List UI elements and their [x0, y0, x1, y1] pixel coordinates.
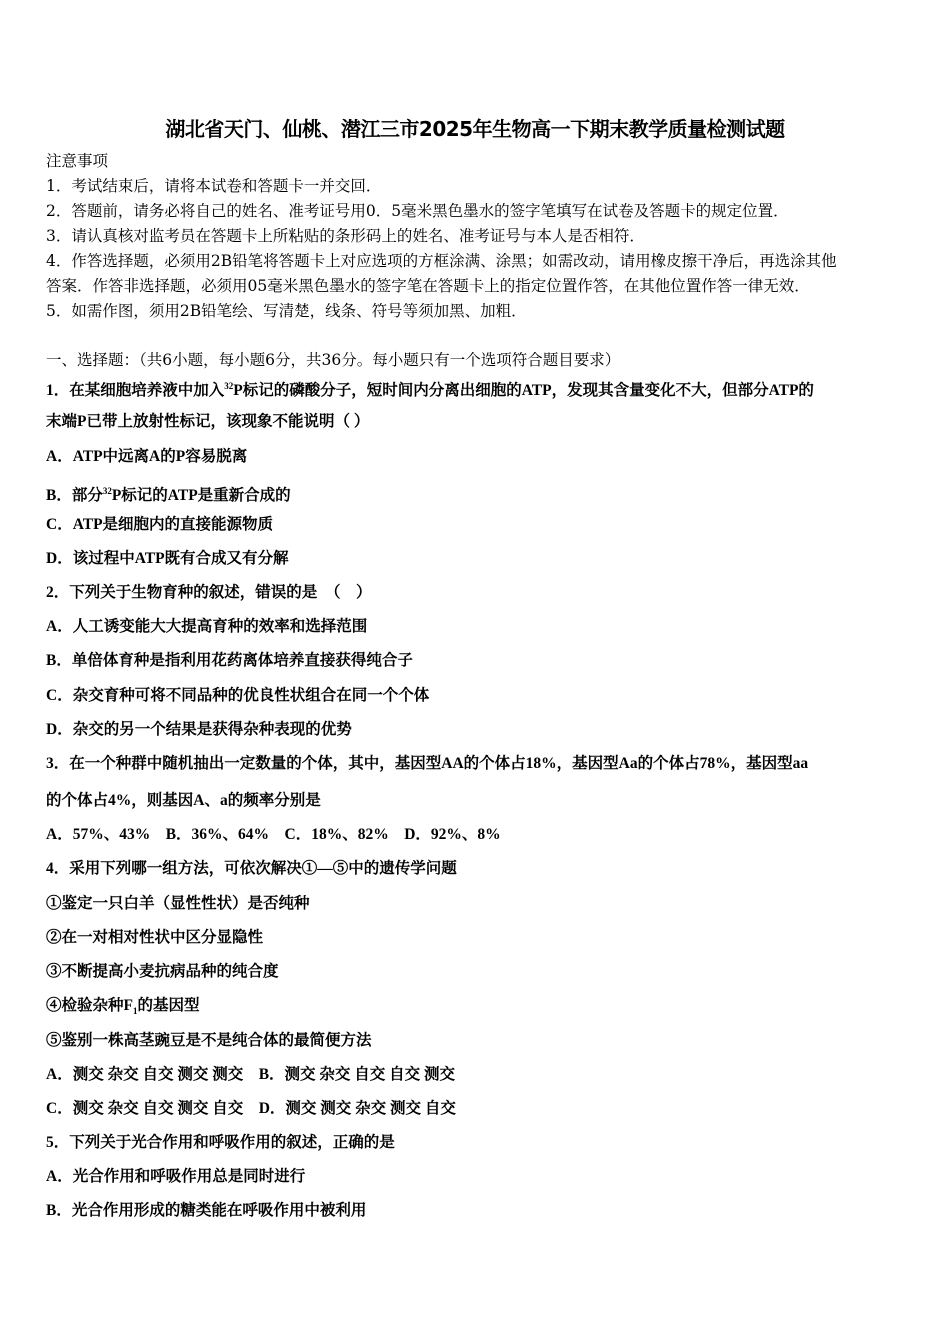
notice-item: 答案．作答非选择题，必须用05毫米黑色墨水的签字笔在答题卡上的指定位置作答，在其他位置作答一律无效．	[46, 277, 810, 295]
notice-item: 3．请认真核对监考员在答题卡上所粘贴的条形码上的姓名、准考证号与本人是否相符．	[46, 227, 645, 245]
notice-item: 5．如需作图，须用2B铅笔绘、写清楚，线条、符号等须加黑、加粗．	[46, 302, 527, 320]
section-heading: 一、选择题：（共6小题，每小题6分，共36分。每小题只有一个选项符合题目要求）	[46, 351, 621, 369]
question-4-item: ④检验杂种$F_1$的基因型	[46, 997, 200, 1017]
option-a: A．ATP中远离A的P容易脱离	[46, 448, 248, 465]
option-a: A．人工诱变能大大提高育种的效率和选择范围	[46, 618, 368, 635]
question-1-stem-cont: 末端P已带上放射性标记，该现象不能说明（ ）	[46, 413, 370, 430]
question-1-stem: 1．在某细胞培养液中加入$^{32}$P标记的磷酸分子，短时间内分离出细胞的ATP，发现其含量变化不大，但部分ATP的	[46, 381, 814, 399]
question-4-options-cd: C．测交 杂交 自交 测交 自交 D．测交 测交 杂交 测交 自交	[46, 1100, 456, 1117]
question-3-options: A．57%、43% B．36%、64% C．18%、82% D．92%、8%	[46, 826, 501, 843]
question-3-stem-cont: 的个体占4%，则基因A、a的频率分别是	[46, 792, 321, 809]
option-c: C．ATP是细胞内的直接能源物质	[46, 516, 274, 533]
question-3-stem: 3．在一个种群中随机抽出一定数量的个体，其中，基因型AA的个体占18%，基因型Aa的个体占78%，基因型aa	[46, 755, 809, 772]
question-4-item: ①鉴定一只白羊（显性性状）是否纯种	[46, 895, 310, 912]
question-4-options-ab: A．测交 杂交 自交 测交 测交 B．测交 杂交 自交 自交 测交	[46, 1066, 456, 1083]
option-b: B．光合作用形成的糖类能在呼吸作用中被利用	[46, 1202, 367, 1219]
option-a: A．光合作用和呼吸作用总是同时进行	[46, 1168, 306, 1185]
question-4-stem: 4．采用下列哪一组方法，可依次解决①—⑤中的遗传学问题	[46, 860, 457, 877]
option-c: C．杂交育种可将不同品种的优良性状组合在同一个个体	[46, 687, 430, 704]
question-5-stem: 5．下列关于光合作用和呼吸作用的叙述，正确的是	[46, 1134, 395, 1151]
question-4-item: ⑤鉴别一株高茎豌豆是不是纯合体的最简便方法	[46, 1032, 372, 1049]
notice-item: 2．答题前，请务必将自己的姓名、准考证号用0．5毫米黑色墨水的签字笔填写在试卷及答题卡的规定位置．	[46, 202, 789, 220]
question-2-stem: 2．下列关于生物育种的叙述，错误的是 （ ）	[46, 584, 372, 601]
option-d: D．杂交的另一个结果是获得杂种表现的优势	[46, 721, 352, 738]
notice-item: 4．作答选择题，必须用2B铅笔将答题卡上对应选项的方框涂满、涂黑；如需改动，请用橡皮擦干净后，再选涂其他	[46, 252, 837, 270]
option-d: D．该过程中ATP既有合成又有分解	[46, 550, 289, 567]
notice-heading: 注意事项	[46, 152, 109, 170]
option-b: B．部分$^{32}$P标记的ATP是重新合成的	[46, 486, 291, 504]
option-b: B．单倍体育种是指利用花药离体培养直接获得纯合子	[46, 652, 413, 669]
page-title: 湖北省天门、仙桃、潜江三市2025年生物高一下期末教学质量检测试题	[165, 117, 785, 141]
notice-item: 1．考试结束后，请将本试卷和答题卡一并交回．	[46, 177, 382, 195]
question-4-item: ③不断提高小麦抗病品种的纯合度	[46, 963, 279, 980]
question-4-item: ②在一对相对性状中区分显隐性	[46, 929, 264, 946]
